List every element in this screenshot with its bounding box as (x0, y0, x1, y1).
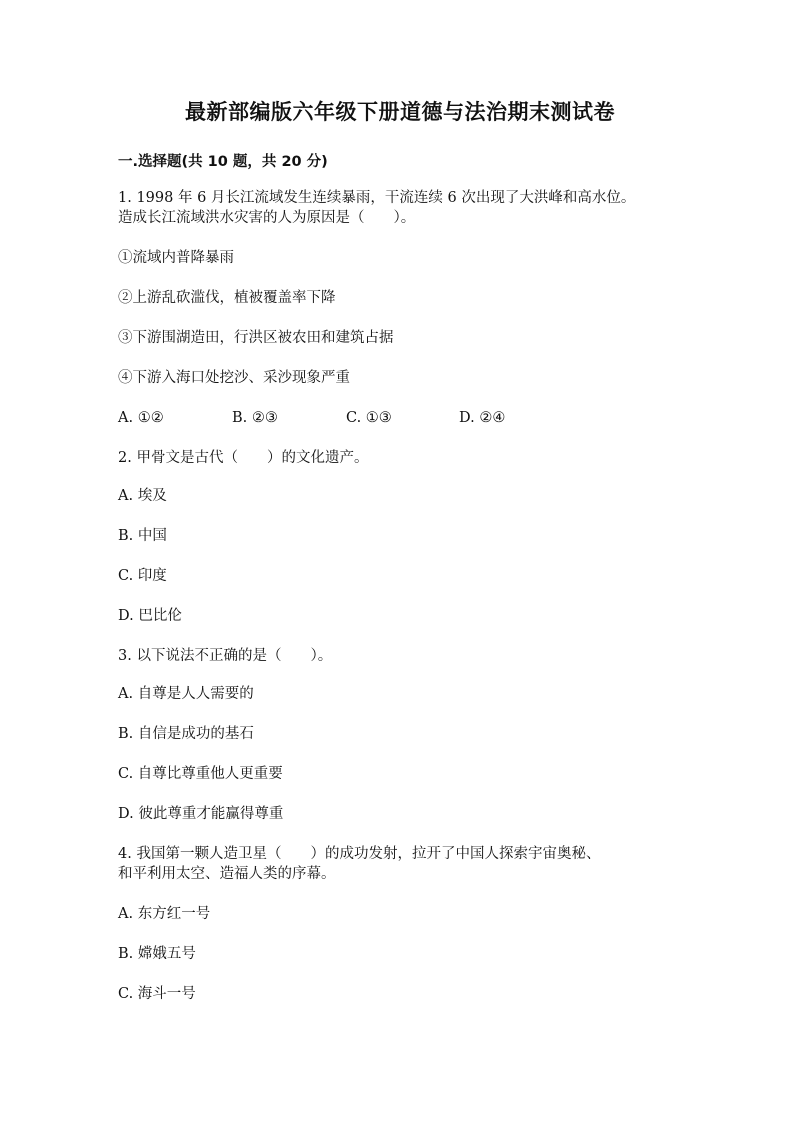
question-2-stem: 2. 甲骨文是古代（ ）的文化遗产。 (118, 450, 369, 466)
question-1-item-3: ③下游围湖造田，行洪区被农田和建筑占据 (118, 330, 394, 346)
question-3-option-a[interactable]: A. 自尊是人人需要的 (118, 686, 254, 702)
question-3-option-c[interactable]: C. 自尊比尊重他人更重要 (118, 766, 283, 782)
question-1-option-d[interactable]: D. ②④ (459, 410, 506, 426)
question-2-option-d[interactable]: D. 巴比伦 (118, 608, 182, 624)
question-3-option-b[interactable]: B. 自信是成功的基石 (118, 726, 254, 742)
question-4-stem-line-1: 4. 我国第一颗人造卫星（ ）的成功发射，拉开了中国人探索宇宙奥秘、 (118, 846, 601, 862)
question-1-option-b[interactable]: B. ②③ (232, 410, 278, 426)
question-1-item-2: ②上游乱砍滥伐，植被覆盖率下降 (118, 290, 336, 306)
question-1-option-c[interactable]: C. ①③ (346, 410, 392, 426)
question-1-item-1: ①流域内普降暴雨 (118, 250, 234, 266)
question-4-option-c[interactable]: C. 海斗一号 (118, 986, 196, 1002)
page-title: 最新部编版六年级下册道德与法治期末测试卷 (185, 100, 615, 124)
question-1-option-a[interactable]: A. ①② (118, 410, 164, 426)
question-2-option-a[interactable]: A. 埃及 (118, 488, 167, 504)
question-1-stem-line-2: 造成长江流域洪水灾害的人为原因是（ ）。 (118, 210, 416, 226)
question-2-option-b[interactable]: B. 中国 (118, 528, 167, 544)
question-2-option-c[interactable]: C. 印度 (118, 568, 167, 584)
question-1-item-4: ④下游入海口处挖沙、采沙现象严重 (118, 370, 350, 386)
question-4-option-a[interactable]: A. 东方红一号 (118, 906, 211, 922)
question-4-stem-line-2: 和平利用太空、造福人类的序幕。 (118, 866, 336, 882)
question-3-option-d[interactable]: D. 彼此尊重才能赢得尊重 (118, 806, 284, 822)
question-1-stem-line-1: 1. 1998 年 6 月长江流域发生连续暴雨，干流连续 6 次出现了大洪峰和高水位。 (118, 190, 636, 206)
question-4-option-b[interactable]: B. 嫦娥五号 (118, 946, 196, 962)
question-3-stem: 3. 以下说法不正确的是（ ）。 (118, 648, 333, 664)
section-heading: 一.选择题(共 10 题，共 20 分) (118, 154, 328, 170)
